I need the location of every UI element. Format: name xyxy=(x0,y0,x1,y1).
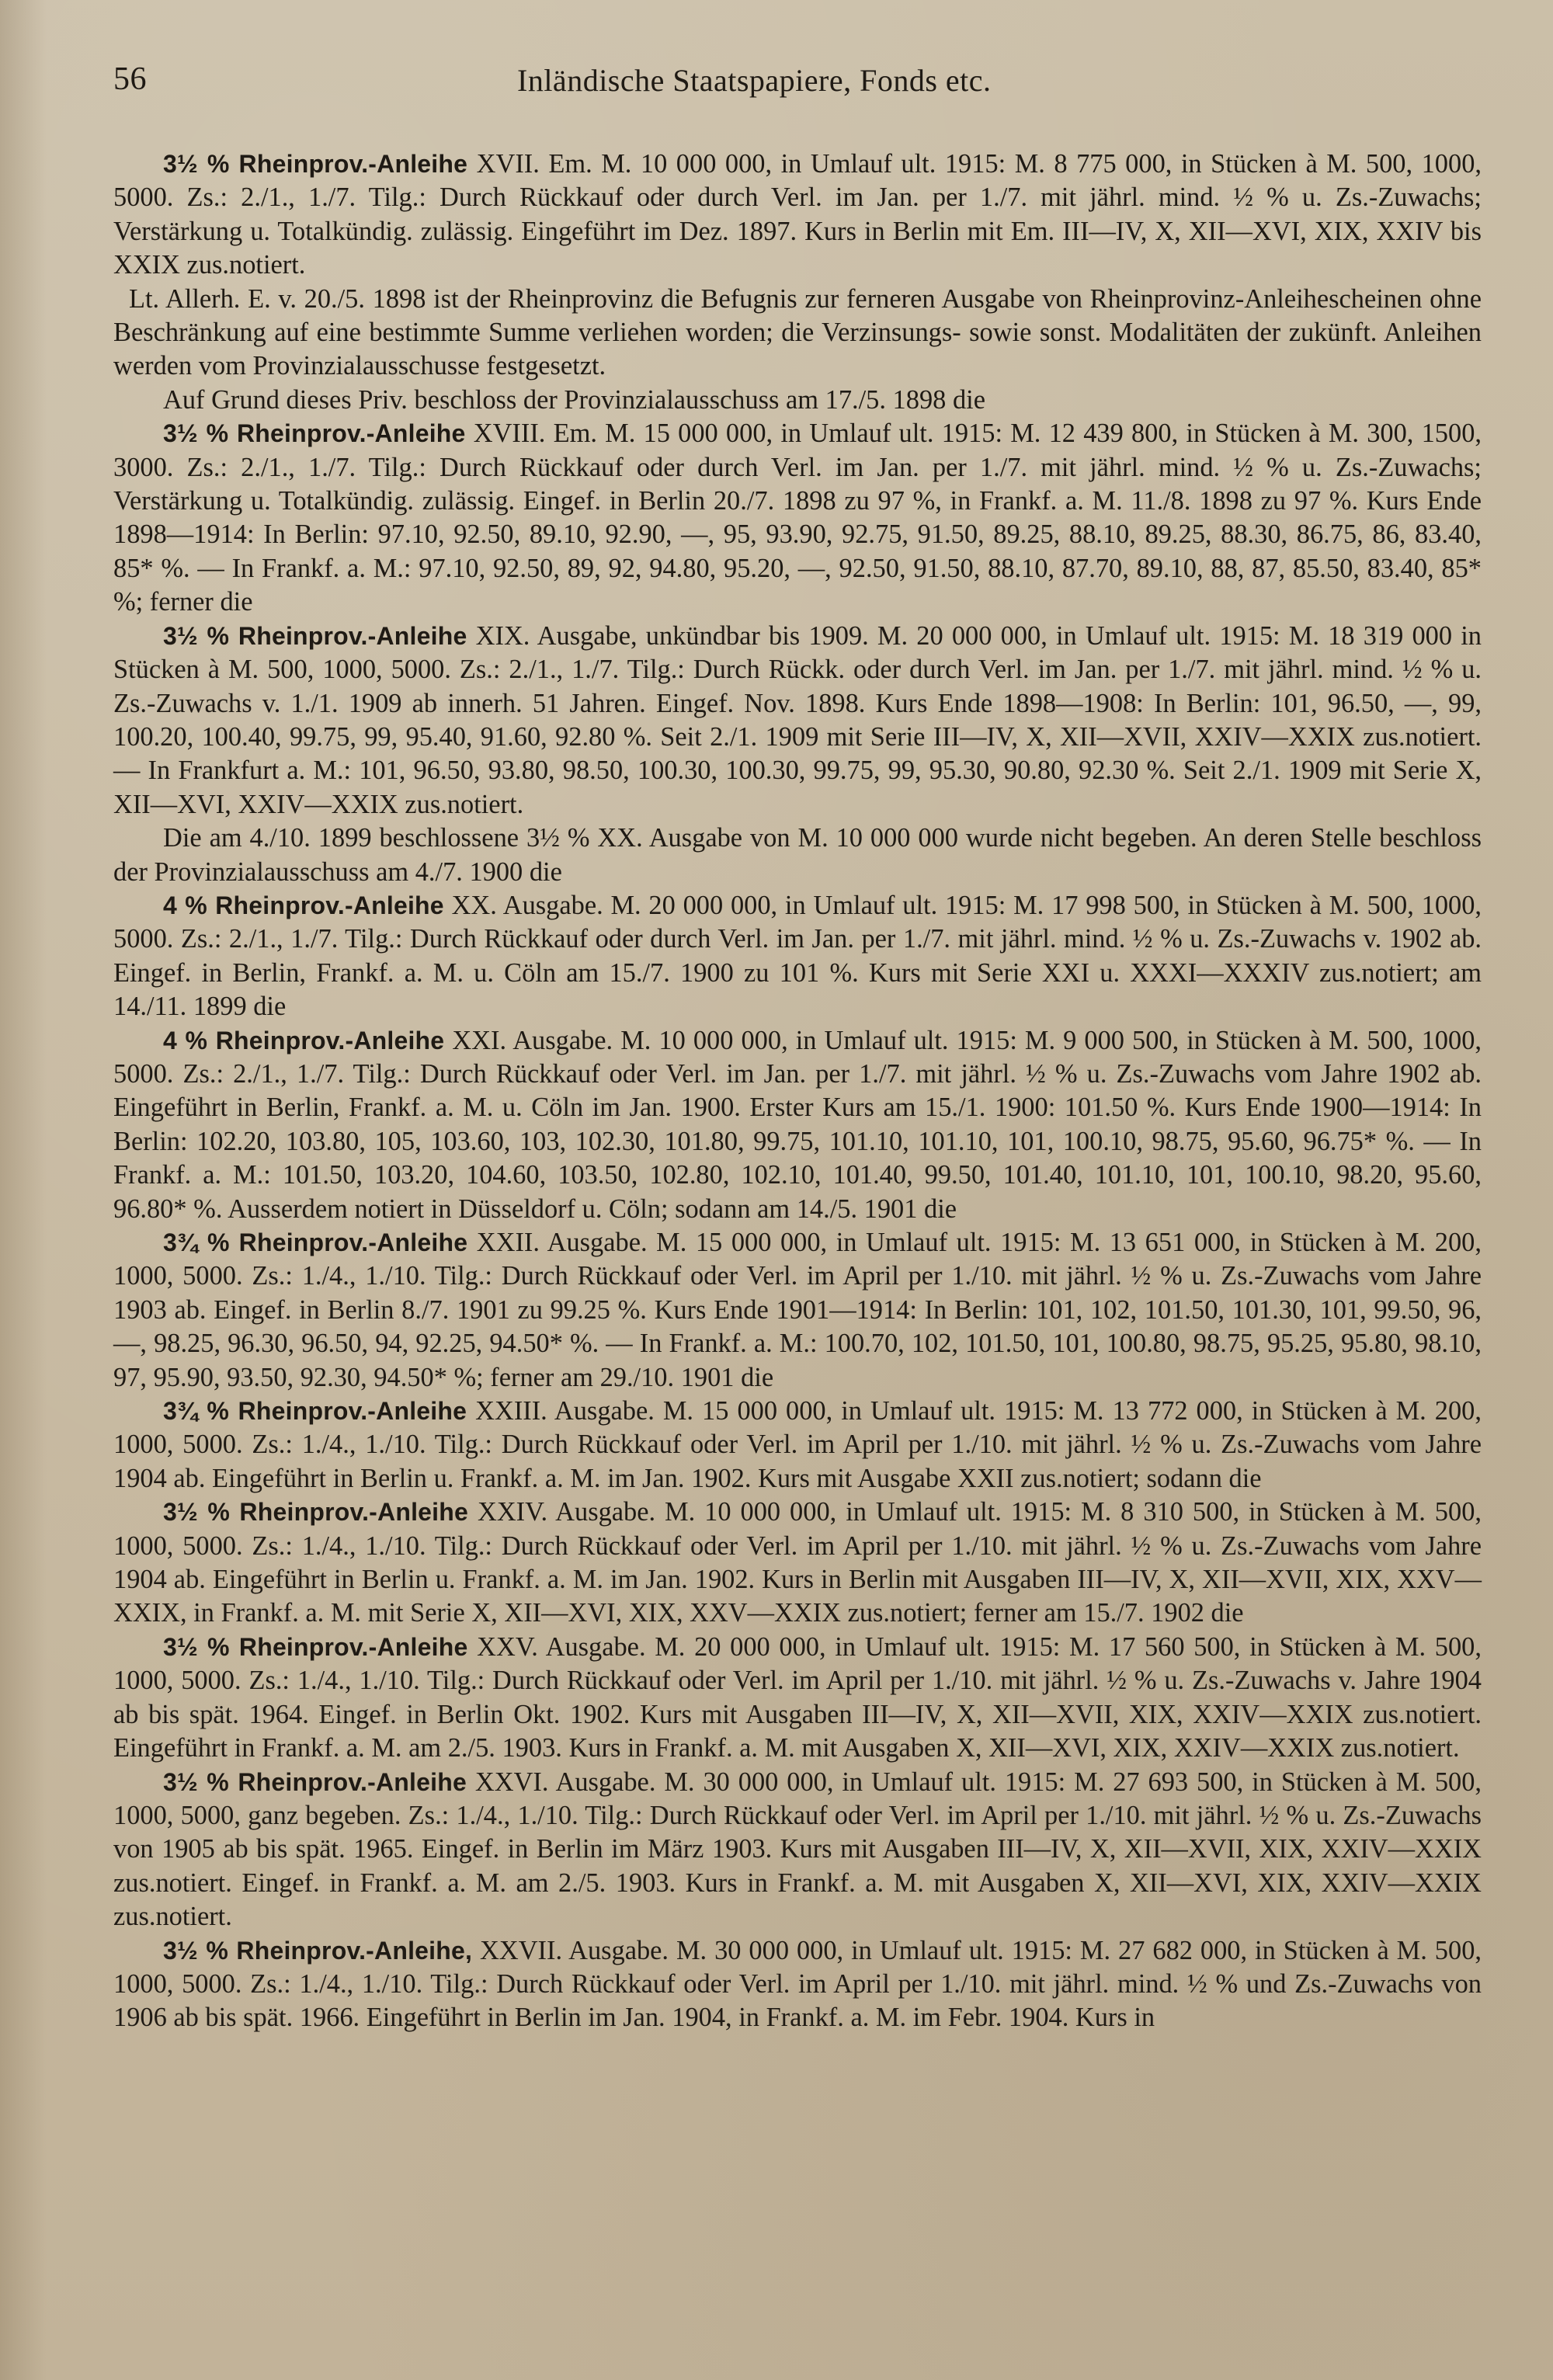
entry-title: 3¾ % Rheinprov.-Anleihe xyxy=(163,1397,467,1426)
entry-rheinprov-xxv xyxy=(113,1631,1482,1766)
entry-title: 3½ % Rheinprov.-Anleihe xyxy=(163,419,466,448)
entry-rheinprov-xxii xyxy=(113,1226,1482,1395)
entry-rheinprov-xviii xyxy=(113,417,1482,619)
entry-rheinprov-xxiii xyxy=(113,1395,1482,1496)
running-title: Inländische Staatspapiere, Fonds etc. xyxy=(517,63,992,98)
entry-text: XX. Ausgabe. M. 20 000 000, in Umlauf ult. 1915: M. 17 998 500, in Stücken à M. 500, 1000, 5000. Zs.: 2./1., 1./7. Tilg.: Durch Rückkauf oder durch Verl. im Jan. per 1./7. mit jährl. mind. ½ % u. Zs.-Zuwachs v. 1902 ab. Eingef. in Berlin, Frankf. a. M. u. Cöln am 15./7. 1900 zu 101 %. Kurs mit Serie XXI u. XXXI—XXXIV zus.notiert; am 14./11. 1899 die xyxy=(113,890,1482,1022)
paragraph-allerh-erlass xyxy=(113,283,1482,384)
entry-title: 3½ % Rheinprov.-Anleihe, xyxy=(163,1936,473,1965)
entry-text: XXI. Ausgabe. M. 10 000 000, in Umlauf ult. 1915: M. 9 000 500, in Stücken à M. 500, 1000, 5000. Zs.: 2./1., 1./7. Tilg.: Durch Rückkauf oder Verl. im Jan. per 1./7. mit jährl. ½ % u. Zs.-Zuwachs vom Jahre 1902 ab. Eingeführt in Berlin, Frankf. a. M. u. Cöln im Jan. 1900. Erster Kurs am 15./1. 1900: 101.50 %. Kurs Ende 1900—1914: In Berlin: 102.20, 103.80, 105, 103.60, 103, 102.30, 101.80, 99.75, 101.10, 101.10, 101, 100.10, 98.75, 95.60, 96.75* %. — In Frankf. a. M.: 101.50, 103.20, 104.60, 103.50, 102.80, 102.10, 101.40, 99.50, 101.40, 101.10, 101, 100.10, 98.20, 95.60, 96.80* %. Ausserdem notiert in Düsseldorf u. Cöln; sodann am 14./5. 1901 die xyxy=(113,1025,1482,1224)
entry-text: XIX. Ausgabe, unkündbar bis 1909. M. 20 000 000, in Umlauf ult. 1915: M. 18 319 000 in Stücken à M. 500, 1000, 5000. Zs.: 2./1., 1./7. Tilg.: Durch Rückk. oder durch Verl. im Jan. per 1./7. mit jährl. mind. ½ % u. Zs.-Zuwachs v. 1./1. 1909 ab innerh. 51 Jahren. Eingef. Nov. 1898. Kurs Ende 1898—1908: In Berlin: 101, 96.50, —, 99, 100.20, 100.40, 99.75, 99, 95.40, 91.60, 92.80 %. Seit 2./1. 1909 mit Serie III—IV, X, XII—XVII, XXIV—XXIX zus.notiert. — In Frankfurt a. M.: 101, 96.50, 93.80, 98.50, 100.30, 100.30, 99.75, 99, 95.30, 90.80, 92.30 %. Seit 2./1. 1909 mit Serie X, XII—XVI, XXIV—XXIX zus.notiert. xyxy=(113,620,1482,819)
entry-text: XXII. Ausgabe. M. 15 000 000, in Umlauf ult. 1915: M. 13 651 000, in Stücken à M. 200, 1000, 5000. Zs.: 1./4., 1./10. Tilg.: Durch Rückkauf oder Verl. im April per 1./10. mit jährl. ½ % u. Zs.-Zuwachs vom Jahre 1903 ab. Eingef. in Berlin 8./7. 1901 zu 99.25 %. Kurs Ende 1901—1914: In Berlin: 101, 102, 101.50, 101.30, 101, 99.50, 96, —, 98.25, 96.30, 96.50, 94, 92.25, 94.50* %. — In Frankf. a. M.: 100.70, 102, 101.50, 101, 100.80, 98.75, 95.25, 95.80, 98.10, 97, 95.90, 93.50, 92.30, 94.50* %; ferner am 29./10. 1901 die xyxy=(113,1228,1482,1392)
entry-rheinprov-xvii xyxy=(113,148,1482,283)
entry-title: 3½ % Rheinprov.-Anleihe xyxy=(163,1632,468,1661)
entry-title: 3½ % Rheinprov.-Anleihe xyxy=(163,150,468,178)
entry-rheinprov-xxiv xyxy=(113,1496,1482,1631)
paragraph-xx-not-issued xyxy=(113,822,1482,889)
entry-rheinprov-xxi xyxy=(113,1024,1482,1226)
entry-rheinprov-xxvii xyxy=(113,1934,1482,2035)
paragraph-text: Lt. Allerh. E. v. 20./5. 1898 ist der Rheinprovinz die Befugnis zur ferneren Ausgabe von Rheinprovinz-Anleihescheinen ohne Beschränkung auf eine bestimmte Summe verliehen worden; die Verzinsungs- sowie sonst. Modalitäten der zukünft. Anleihen werden vom Provinzialausschusse festgesetzt. xyxy=(113,283,1482,381)
entry-title: 4 % Rheinprov.-Anleihe xyxy=(163,1026,445,1054)
entry-text: XXIII. Ausgabe. M. 15 000 000, in Umlauf ult. 1915: M. 13 772 000, in Stücken à M. 200, 1000, 5000. Zs.: 1./4., 1./10. Tilg.: Durch Rückkauf oder Verl. im April per 1./10. mit jährl. ½ % u. Zs.-Zuwachs vom Jahre 1904 ab. Eingeführt in Berlin u. Frankf. a. M. im Jan. 1902. Kurs mit Ausgabe XXII zus.notiert; sodann die xyxy=(113,1396,1482,1493)
entry-text: XXVI. Ausgabe. M. 30 000 000, in Umlauf ult. 1915: M. 27 693 500, in Stücken à M. 500, 1000, 5000, ganz begeben. Zs.: 1./4., 1./10. Tilg.: Durch Rückkauf oder Verl. im April per 1./10. mit jährl. ½ % u. Zs.-Zuwachs von 1905 ab bis spät. 1965. Eingef. in Berlin im März 1903. Kurs mit Ausgaben III—IV, X, XII—XVII, XIX, XXIV—XXIX zus.notiert. Eingef. in Frankf. a. M. am 2./5. 1903. Kurs in Frankf. a. M. mit Ausgaben X, XII—XVI, XIX, XXIV—XXIX zus.notiert. xyxy=(113,1767,1482,1932)
entry-title: 3½ % Rheinprov.-Anleihe xyxy=(163,621,467,650)
paragraph-beschluss xyxy=(113,384,1482,417)
entry-text: XXIV. Ausgabe. M. 10 000 000, in Umlauf ult. 1915: M. 8 310 500, in Stücken à M. 500, 1000, 5000. Zs.: 1./4., 1./10. Tilg.: Durch Rückkauf oder Verl. im April per 1./10. mit jährl. ½ % u. Zs.-Zuwachs vom Jahre 1904 ab. Eingeführt in Berlin u. Frankf. a. M. im Jan. 1902. Kurs in Berlin mit Ausgaben III—IV, X, XII—XVII, XIX, XXV—XXIX, in Frankf. a. M. mit Serie X, XII—XVI, XIX, XXV—XXIX zus.notiert; ferner am 15./7. 1902 die xyxy=(113,1497,1482,1628)
entry-text: XVII. Em. M. 10 000 000, in Umlauf ult. 1915: M. 8 775 000, in Stücken à M. 500, 1000, 5000. Zs.: 2./1., 1./7. Tilg.: Durch Rückkauf oder durch Verl. im Jan. per 1./7. mit jährl. mind. ½ % u. Zs.-Zuwachs; Verstärkung u. Totalkündig. zulässig. Eingeführt im Dez. 1897. Kurs in Berlin mit Em. III—IV, X, XII—XVI, XIX, XXIV bis XXIX zus.notiert. xyxy=(113,149,1482,280)
entry-title: 3½ % Rheinprov.-Anleihe xyxy=(163,1767,467,1796)
entry-title: 4 % Rheinprov.-Anleihe xyxy=(163,891,444,919)
entry-text: XXV. Ausgabe. M. 20 000 000, in Umlauf ult. 1915: M. 17 560 500, in Stücken à M. 500, 1000, 5000. Zs.: 1./4., 1./10. Tilg.: Durch Rückkauf oder Verl. im April per 1./10. mit jährl. ½ % u. Zs.-Zuwachs v. Jahre 1904 ab bis spät. 1964. Eingef. in Berlin Okt. 1902. Kurs mit Ausgaben III—IV, X, XII—XVII, XIX, XXIV—XXIX zus.notiert. Eingeführt in Frankf. a. M. am 2./5. 1903. Kurs in Frankf. a. M. mit Ausgaben X, XII—XVI, XIX, XXIV—XXIX zus.notiert. xyxy=(113,1631,1482,1763)
paragraph-text: Die am 4./10. 1899 beschlossene 3½ % XX. Ausgabe von M. 10 000 000 wurde nicht begeben. An deren Stelle beschloss der Provinzialausschuss am 4./7. 1900 die xyxy=(113,823,1482,887)
entry-text: XVIII. Em. M. 15 000 000, in Umlauf ult. 1915: M. 12 439 800, in Stücken à M. 300, 1500, 3000. Zs.: 2./1., 1./7. Tilg.: Durch Rückkauf oder durch Verl. im Jan. per 1./7. mit jährl. mind. ½ % u. Zs.-Zuwachs; Verstärkung u. Totalkündig. zulässig. Eingef. in Berlin 20./7. 1898 zu 97 %, in Frankf. a. M. 11./8. 1898 zu 97 %. Kurs Ende 1898—1914: In Berlin: 97.10, 92.50, 89.10, 92.90, —, 95, 93.90, 92.75, 91.50, 89.25, 88.10, 89.25, 88.30, 86.75, 86, 83.40, 85* %. — In Frankf. a. M.: 97.10, 92.50, 89, 92, 94.80, 95.20, —, 92.50, 91.50, 88.10, 87.70, 89.10, 88, 87, 85.50, 83.40, 85* %; ferner die xyxy=(113,419,1482,617)
page-number: 56 xyxy=(113,61,147,97)
entry-text: XXVII. Ausgabe. M. 30 000 000, in Umlauf ult. 1915: M. 27 682 000, in Stücken à M. 500, 1000, 5000. Zs.: 1./4., 1./10. Tilg.: Durch Rückkauf oder Verl. im April per 1./10. mit jährl. mind. ½ % und Zs.-Zuwachs von 1906 ab bis spät. 1966. Eingeführt in Berlin im Jan. 1904, in Frankf. a. M. im Febr. 1904. Kurs in xyxy=(113,1935,1482,2033)
entry-rheinprov-xx xyxy=(113,889,1482,1024)
entry-rheinprov-xix xyxy=(113,620,1482,822)
paragraph-text: Auf Grund dieses Priv. beschloss der Provinzialausschuss am 17./5. 1898 die xyxy=(163,384,985,415)
page-header xyxy=(113,54,1482,109)
entry-title: 3½ % Rheinprov.-Anleihe xyxy=(163,1498,469,1527)
entry-title: 3¾ % Rheinprov.-Anleihe xyxy=(163,1228,468,1256)
entry-rheinprov-xxvi xyxy=(113,1766,1482,1934)
document-body xyxy=(113,148,1482,2035)
